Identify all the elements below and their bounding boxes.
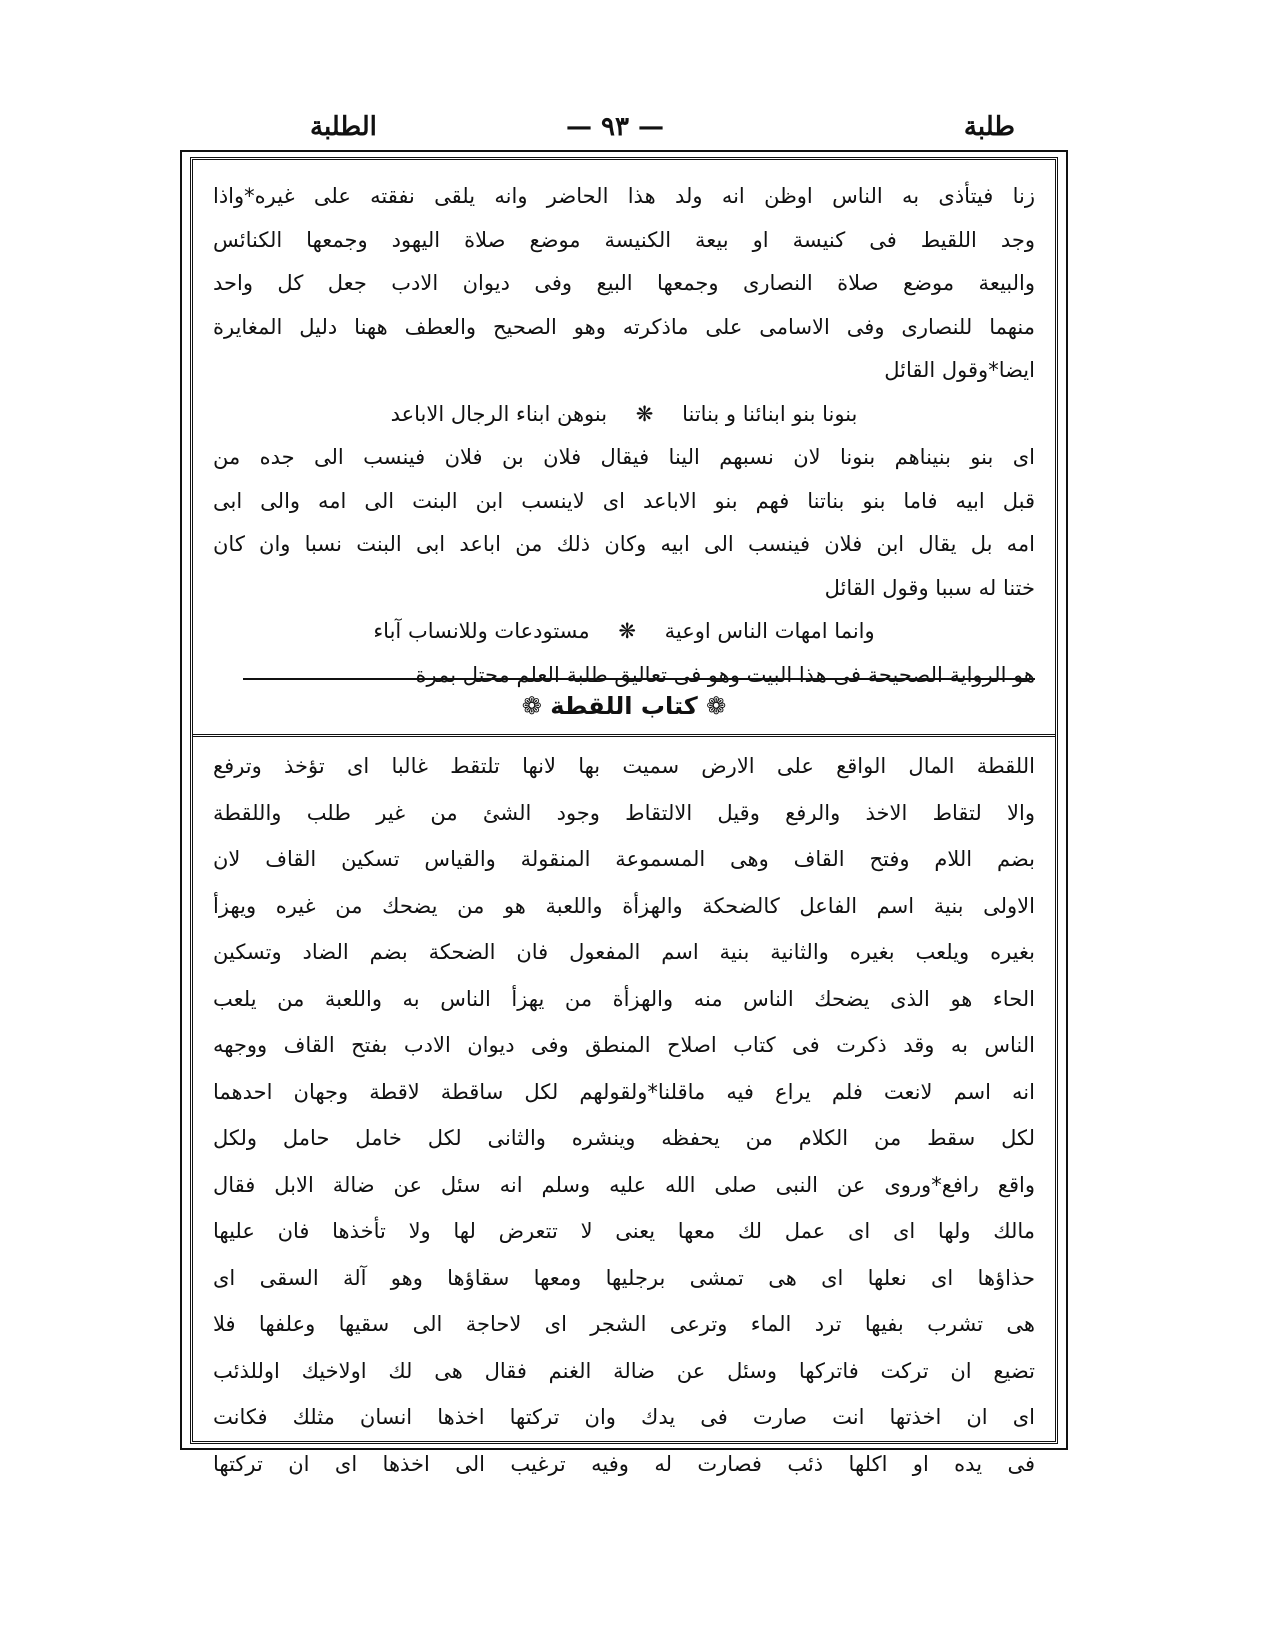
text-line: منهما للنصارى وفى الاسامى على ماذكرته وهو الصحيح والعطف ههنا دليل المغايرة [213, 314, 1035, 339]
text-line: اللقطة المال الواقع على الارض سميت بها لانها تلتقط غالبا اى تؤخذ وترفع [213, 754, 1035, 778]
text-line: والبيعة موضع صلاة النصارى وجمعها البيع وفى ديوان الادب جعل كل واحد [213, 271, 1035, 295]
text-line: والا لتقاط الاخذ والرفع وقيل الالتقاط وجود الشئ من غير طلب واللقطة [213, 800, 1035, 825]
verse-hemistich: مستودعات وللانساب آباء [373, 619, 590, 643]
text-line: تضيع ان تركت فاتركها وسئل عن ضالة الغنم فقال هى لك اولاخيك اوللذئب [213, 1358, 1035, 1383]
text-line: وجد اللقيط فى كنيسة او بيعة الكنيسة موضع صلاة اليهود وجمعها الكنائس [213, 227, 1035, 252]
chapter-title: ❁ كتاب اللقطة ❁ [521, 692, 727, 720]
text-line: فى يده او اكلها ذئب فصارت له وفيه ترغيب الى اخذها اى ان تركتها [213, 1451, 1035, 1476]
verse-line-2 [213, 610, 1035, 654]
verse-hemistich: وانما امهات الناس اوعية [664, 619, 875, 643]
text-line: الاولى بنية اسم الفاعل كالضحكة والهزأة واللعبة هو من يضحك من غيره ويهزأ [213, 893, 1035, 918]
text-line: زنا فيتأذى به الناس اوظن انه ولد هذا الحاضر وانه يلقى نفقته على غيره*واذا [213, 184, 1035, 208]
text-line: هو الرواية الصحيحة فى هذا البيت وهو فى تعاليق طلبة العلم محتل بمرة [415, 662, 1035, 687]
text-line: ختنا له سببا وقول القائل [824, 575, 1035, 600]
verse-separator-icon: ❋ [635, 401, 654, 426]
text-line: واقع رافع*وروى عن النبى صلى الله عليه وسلم انه سئل عن ضالة الابل فقال [213, 1172, 1035, 1197]
running-head-right: طلبة [963, 112, 1015, 142]
text-line: انه اسم لانعت فلم يراع فيه ماقلنا*ولقولهم لكل ساقطة لاقطة وجهان احدهما [213, 1079, 1035, 1104]
text-line: الناس به وقد ذكرت فى كتاب اصلاح المنطق وفى ديوان الادب بفتح القاف ووجهه [213, 1033, 1035, 1057]
text-line: ايضا*وقول القائل [884, 358, 1035, 382]
text-line: بضم اللام وفتح القاف وهى المسموعة المنقولة والقياس تسكين القاف لان [213, 847, 1035, 871]
text-line: قبل ابيه فاما بنو بناتنا فهم بنو الاباعد اى لاينسب ابن البنت الى امه والى ابى [213, 488, 1035, 513]
running-head-left: الطلبة [310, 112, 377, 142]
page-frame [180, 150, 1068, 1476]
divider [243, 678, 1035, 680]
text-line: اى بنو بنيناهم بنونا لان نسبهم الينا فيقال فلان بن فلان فينسب الى جده من [213, 445, 1035, 469]
verse-separator-icon: ❋ [618, 619, 636, 643]
text-line: اى ان اخذتها انت صارت فى يدك وان تركتها اخذها انسان مثلك فكانت [213, 1405, 1035, 1429]
divider [193, 734, 1055, 737]
verse-hemistich: بنونا بنو ابنائنا و بناتنا [682, 401, 858, 426]
page-number: — ٩٣ — [565, 112, 665, 142]
text-line: امه بل يقال ابن فلان فينسب الى ابيه وكان ذلك من اباعد ابى البنت نسبا وان كان [213, 532, 1035, 556]
inner-frame [190, 157, 1058, 1476]
text-line: مالك ولها اى اى عمل لك معها يعنى لا تتعرض لها ولا تأخذها فان عليها [213, 1219, 1035, 1243]
lower-text-block [213, 743, 1035, 1487]
text-line: لكل سقط من الكلام من يحفظه وينشره والثانى لكل خامل حامل ولكل [213, 1126, 1035, 1150]
text-line: بغيره ويلعب بغيره والثانية بنية اسم المفعول فان الضحكة بضم الضاد وتسكين [213, 940, 1035, 964]
verse-line-1 [213, 393, 1035, 437]
text-line: هى تشرب بفيها ترد الماء وترعى الشجر اى لاحاجة الى سقيها وعلفها فلا [213, 1312, 1035, 1336]
upper-text-block [213, 175, 1035, 697]
page-header [180, 112, 1050, 152]
verse-hemistich: بنوهن ابناء الرجال الاباعد [390, 401, 608, 426]
text-line: الحاء هو الذى يضحك الناس منه والهزأة من يهزأ الناس به واللعبة من يلعب [213, 986, 1035, 1011]
text-line: حذاؤها اى نعلها اى هى تمشى برجليها ومعها سقاؤها وهو آلة السقى اى [213, 1265, 1035, 1290]
